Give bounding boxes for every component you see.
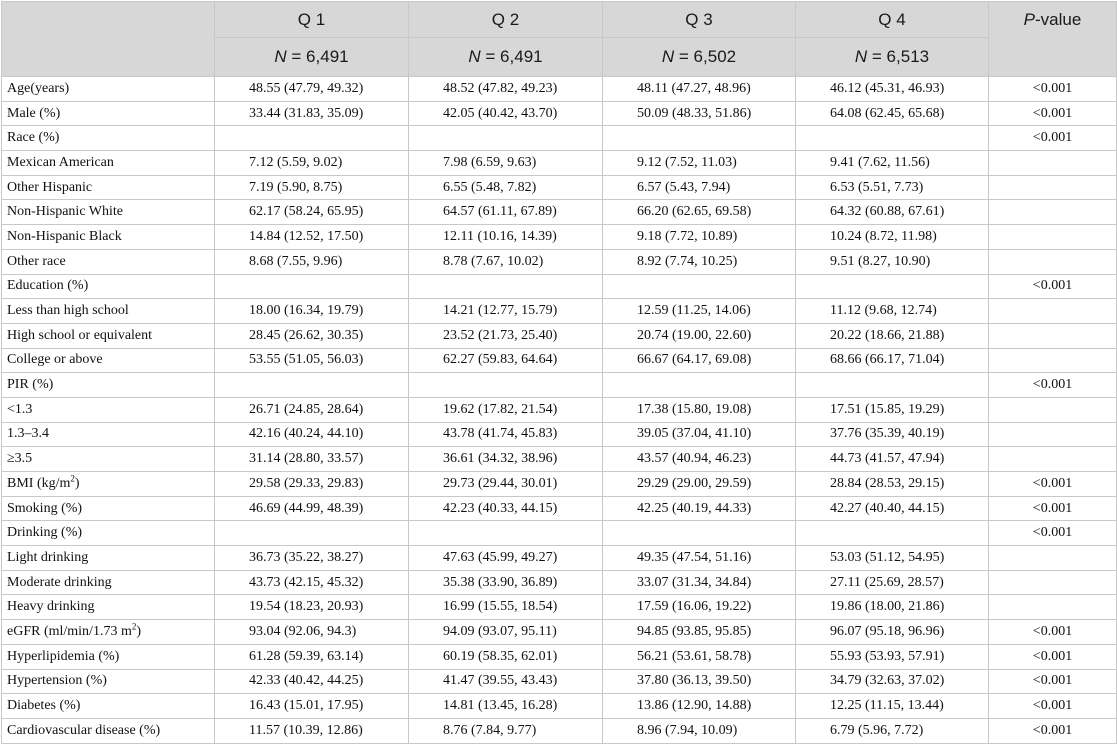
cell-p-value	[989, 249, 1117, 274]
cell-q2	[409, 521, 603, 546]
cell-p-value: <0.001	[989, 373, 1117, 398]
row-label-text: Mexican American	[7, 154, 114, 170]
row-label	[2, 521, 215, 546]
header-group-q2: Q 2	[409, 2, 603, 38]
cell-q2: 60.19 (58.35, 62.01)	[409, 644, 603, 669]
row-label-text: Male (%)	[7, 105, 61, 121]
row-label	[2, 397, 215, 422]
row-label	[2, 644, 215, 669]
cell-q2: 42.05 (40.42, 43.70)	[409, 101, 603, 126]
table-row	[2, 225, 1117, 250]
cell-p-value: <0.001	[989, 669, 1117, 694]
table-row	[2, 373, 1117, 398]
cell-q4: 20.22 (18.66, 21.88)	[796, 323, 989, 348]
cell-q1: 16.43 (15.01, 17.95)	[215, 694, 409, 719]
row-label-end: )	[136, 623, 142, 639]
header-count-q4	[796, 38, 989, 77]
row-label-text: Diabetes (%)	[7, 698, 81, 714]
cell-q3: 17.59 (16.06, 19.22)	[603, 595, 796, 620]
row-label	[2, 546, 215, 571]
cell-p-value	[989, 397, 1117, 422]
cell-p-value	[989, 200, 1117, 225]
row-label-text: 1.3–3.4	[7, 426, 49, 442]
table-row	[2, 521, 1117, 546]
table-row	[2, 546, 1117, 571]
cell-q4: 27.11 (25.69, 28.57)	[796, 570, 989, 595]
cell-q1: 42.33 (40.42, 44.25)	[215, 669, 409, 694]
row-label-text: ≥3.5	[7, 451, 33, 467]
header-group-q3: Q 3	[603, 2, 796, 38]
cell-q1: 53.55 (51.05, 56.03)	[215, 348, 409, 373]
cell-q1: 31.14 (28.80, 33.57)	[215, 447, 409, 472]
cell-q3: 42.25 (40.19, 44.33)	[603, 496, 796, 521]
cell-q3: 9.18 (7.72, 10.89)	[603, 225, 796, 250]
row-label	[2, 718, 215, 743]
cell-p-value: <0.001	[989, 77, 1117, 102]
table-row	[2, 249, 1117, 274]
cell-p-value: <0.001	[989, 718, 1117, 743]
table-row	[2, 718, 1117, 743]
row-label-text: Heavy drinking	[7, 599, 95, 615]
cell-q2: 23.52 (21.73, 25.40)	[409, 323, 603, 348]
cell-q2	[409, 274, 603, 299]
cell-p-value	[989, 546, 1117, 571]
row-label	[2, 77, 215, 102]
row-label-end: )	[74, 475, 80, 491]
cell-q1: 48.55 (47.79, 49.32)	[215, 77, 409, 102]
row-label	[2, 274, 215, 299]
row-label-text: PIR (%)	[7, 377, 54, 393]
row-label-text: Hyperlipidemia (%)	[7, 648, 120, 664]
cell-q3: 13.86 (12.90, 14.88)	[603, 694, 796, 719]
cell-q1: 42.16 (40.24, 44.10)	[215, 422, 409, 447]
cell-p-value	[989, 595, 1117, 620]
row-label-text: Less than high school	[7, 303, 129, 319]
cell-q4: 11.12 (9.68, 12.74)	[796, 299, 989, 324]
header-count-q3	[603, 38, 796, 77]
cell-q4: 64.08 (62.45, 65.68)	[796, 101, 989, 126]
cell-q3: 50.09 (48.33, 51.86)	[603, 101, 796, 126]
header-corner-cell	[2, 2, 215, 77]
row-label	[2, 126, 215, 151]
cell-q1: 29.58 (29.33, 29.83)	[215, 472, 409, 497]
row-label-text: Race (%)	[7, 130, 60, 146]
row-label	[2, 175, 215, 200]
row-label	[2, 447, 215, 472]
cell-q2: 35.38 (33.90, 36.89)	[409, 570, 603, 595]
row-label-text: College or above	[7, 352, 103, 368]
cell-q3: 29.29 (29.00, 29.59)	[603, 472, 796, 497]
cell-q1: 36.73 (35.22, 38.27)	[215, 546, 409, 571]
cell-q4: 17.51 (15.85, 19.29)	[796, 397, 989, 422]
table-header	[2, 2, 1117, 77]
table-row	[2, 472, 1117, 497]
row-label	[2, 249, 215, 274]
row-label-superscript: 2	[131, 621, 137, 632]
row-label-text: BMI (kg/m	[7, 475, 71, 491]
cell-q4: 46.12 (45.31, 46.93)	[796, 77, 989, 102]
row-label	[2, 620, 215, 645]
cell-p-value	[989, 348, 1117, 373]
row-label	[2, 570, 215, 595]
cell-q4: 96.07 (95.18, 96.96)	[796, 620, 989, 645]
cell-q4: 64.32 (60.88, 67.61)	[796, 200, 989, 225]
cell-q4: 42.27 (40.40, 44.15)	[796, 496, 989, 521]
cell-q2: 14.81 (13.45, 16.28)	[409, 694, 603, 719]
row-label-text: Education (%)	[7, 278, 89, 294]
row-label-text: Light drinking	[7, 549, 89, 565]
table-row	[2, 77, 1117, 102]
cell-q3	[603, 521, 796, 546]
cell-q2: 62.27 (59.83, 64.64)	[409, 348, 603, 373]
cell-p-value	[989, 225, 1117, 250]
n-symbol: N	[468, 47, 481, 66]
p-value-suffix: -value	[1035, 10, 1082, 29]
n-value: = 6,491	[291, 47, 349, 66]
cell-q1: 7.19 (5.90, 8.75)	[215, 175, 409, 200]
row-label-text: Non-Hispanic White	[7, 204, 123, 220]
row-label	[2, 323, 215, 348]
n-symbol: N	[274, 47, 287, 66]
table-row	[2, 299, 1117, 324]
row-label	[2, 595, 215, 620]
header-group-q4: Q 4	[796, 2, 989, 38]
table-row	[2, 101, 1117, 126]
table-row	[2, 595, 1117, 620]
cell-q2: 7.98 (6.59, 9.63)	[409, 151, 603, 176]
cell-p-value: <0.001	[989, 521, 1117, 546]
cell-p-value	[989, 175, 1117, 200]
cell-q1: 7.12 (5.59, 9.02)	[215, 151, 409, 176]
header-count-q1	[215, 38, 409, 77]
cell-q2: 14.21 (12.77, 15.79)	[409, 299, 603, 324]
cell-q2: 6.55 (5.48, 7.82)	[409, 175, 603, 200]
cell-q3: 49.35 (47.54, 51.16)	[603, 546, 796, 571]
n-value: = 6,513	[871, 47, 930, 66]
table-body	[2, 77, 1117, 744]
cell-q3: 94.85 (93.85, 95.85)	[603, 620, 796, 645]
table-row	[2, 397, 1117, 422]
row-label	[2, 101, 215, 126]
row-label	[2, 694, 215, 719]
cell-q3: 66.20 (62.65, 69.58)	[603, 200, 796, 225]
row-label-text: Smoking (%)	[7, 500, 83, 516]
cell-p-value	[989, 422, 1117, 447]
cell-q3: 20.74 (19.00, 22.60)	[603, 323, 796, 348]
cell-q1	[215, 126, 409, 151]
row-label-text: <1.3	[7, 401, 33, 417]
row-label-text: Cardiovascular disease (%)	[7, 722, 161, 738]
cell-q1: 18.00 (16.34, 19.79)	[215, 299, 409, 324]
row-label	[2, 200, 215, 225]
cell-q2: 36.61 (34.32, 38.96)	[409, 447, 603, 472]
cell-q3: 66.67 (64.17, 69.08)	[603, 348, 796, 373]
data-table	[1, 1, 1117, 744]
cell-q3: 9.12 (7.52, 11.03)	[603, 151, 796, 176]
table-row	[2, 175, 1117, 200]
cell-q2: 16.99 (15.55, 18.54)	[409, 595, 603, 620]
cell-q4: 19.86 (18.00, 21.86)	[796, 595, 989, 620]
cell-p-value: <0.001	[989, 496, 1117, 521]
cell-q4: 28.84 (28.53, 29.15)	[796, 472, 989, 497]
cell-q4: 34.79 (32.63, 37.02)	[796, 669, 989, 694]
cell-q3: 17.38 (15.80, 19.08)	[603, 397, 796, 422]
table-row	[2, 323, 1117, 348]
cell-q2: 19.62 (17.82, 21.54)	[409, 397, 603, 422]
cell-q1: 61.28 (59.39, 63.14)	[215, 644, 409, 669]
table-row	[2, 200, 1117, 225]
cell-q1: 62.17 (58.24, 65.95)	[215, 200, 409, 225]
row-label	[2, 151, 215, 176]
cell-q1: 33.44 (31.83, 35.09)	[215, 101, 409, 126]
table-row	[2, 644, 1117, 669]
cell-q3: 39.05 (37.04, 41.10)	[603, 422, 796, 447]
row-label-superscript: 2	[70, 473, 75, 484]
table-row	[2, 348, 1117, 373]
cell-p-value	[989, 570, 1117, 595]
table-row	[2, 694, 1117, 719]
cell-q1: 19.54 (18.23, 20.93)	[215, 595, 409, 620]
row-label-text: Other Hispanic	[7, 179, 93, 195]
cell-q4	[796, 274, 989, 299]
cell-q4: 37.76 (35.39, 40.19)	[796, 422, 989, 447]
cell-q2	[409, 126, 603, 151]
cell-p-value: <0.001	[989, 694, 1117, 719]
cell-p-value	[989, 299, 1117, 324]
cell-q1: 43.73 (42.15, 45.32)	[215, 570, 409, 595]
table-row	[2, 151, 1117, 176]
cell-q3	[603, 373, 796, 398]
row-label-text: Non-Hispanic Black	[7, 228, 122, 244]
cell-q4: 53.03 (51.12, 54.95)	[796, 546, 989, 571]
row-label-text: Moderate drinking	[7, 574, 112, 590]
cell-q2: 48.52 (47.82, 49.23)	[409, 77, 603, 102]
row-label-text: eGFR (ml/min/1.73 m	[7, 623, 132, 639]
cell-p-value: <0.001	[989, 126, 1117, 151]
cell-q2: 12.11 (10.16, 14.39)	[409, 225, 603, 250]
cell-q3: 48.11 (47.27, 48.96)	[603, 77, 796, 102]
row-label-text: Age(years)	[7, 80, 70, 96]
n-value: = 6,491	[485, 47, 543, 66]
row-label-text: High school or equivalent	[7, 327, 153, 343]
row-label	[2, 496, 215, 521]
cell-q4: 6.53 (5.51, 7.73)	[796, 175, 989, 200]
row-label-text: Hypertension (%)	[7, 673, 107, 689]
cell-p-value: <0.001	[989, 274, 1117, 299]
row-label	[2, 373, 215, 398]
cell-q1: 93.04 (92.06, 94.3)	[215, 620, 409, 645]
cell-p-value: <0.001	[989, 472, 1117, 497]
cell-q1: 28.45 (26.62, 30.35)	[215, 323, 409, 348]
header-group-q1: Q 1	[215, 2, 409, 38]
cell-p-value	[989, 447, 1117, 472]
cell-q1: 46.69 (44.99, 48.39)	[215, 496, 409, 521]
cell-p-value	[989, 151, 1117, 176]
row-label	[2, 422, 215, 447]
table-row	[2, 570, 1117, 595]
cell-p-value: <0.001	[989, 620, 1117, 645]
cell-q4: 12.25 (11.15, 13.44)	[796, 694, 989, 719]
n-symbol: N	[854, 47, 868, 66]
table-row	[2, 620, 1117, 645]
cell-q4: 10.24 (8.72, 11.98)	[796, 225, 989, 250]
cell-q4: 9.41 (7.62, 11.56)	[796, 151, 989, 176]
cell-q4: 44.73 (41.57, 47.94)	[796, 447, 989, 472]
cell-q2	[409, 373, 603, 398]
header-p-value	[989, 2, 1117, 77]
cell-q3: 33.07 (31.34, 34.84)	[603, 570, 796, 595]
cell-q4: 55.93 (53.93, 57.91)	[796, 644, 989, 669]
p-value-italic: P	[1023, 10, 1036, 29]
cell-q3: 8.92 (7.74, 10.25)	[603, 249, 796, 274]
cell-q3: 43.57 (40.94, 46.23)	[603, 447, 796, 472]
cell-q3: 6.57 (5.43, 7.94)	[603, 175, 796, 200]
table-row	[2, 126, 1117, 151]
n-symbol: N	[661, 47, 675, 66]
cell-q2: 8.76 (7.84, 9.77)	[409, 718, 603, 743]
cell-q3: 8.96 (7.94, 10.09)	[603, 718, 796, 743]
table-row	[2, 496, 1117, 521]
row-label	[2, 225, 215, 250]
header-row-groups	[2, 2, 1117, 38]
cell-q1	[215, 521, 409, 546]
cell-q4: 6.79 (5.96, 7.72)	[796, 718, 989, 743]
cell-q2: 43.78 (41.74, 45.83)	[409, 422, 603, 447]
row-label	[2, 669, 215, 694]
cell-q4	[796, 126, 989, 151]
cell-q4: 68.66 (66.17, 71.04)	[796, 348, 989, 373]
cell-q3	[603, 274, 796, 299]
cell-q1: 14.84 (12.52, 17.50)	[215, 225, 409, 250]
table-row	[2, 669, 1117, 694]
cell-q1	[215, 373, 409, 398]
n-value: = 6,502	[678, 47, 737, 66]
table-row	[2, 422, 1117, 447]
cell-p-value: <0.001	[989, 644, 1117, 669]
cell-p-value	[989, 323, 1117, 348]
cell-q2: 8.78 (7.67, 10.02)	[409, 249, 603, 274]
cell-q2: 47.63 (45.99, 49.27)	[409, 546, 603, 571]
cell-q4	[796, 373, 989, 398]
cell-q1: 11.57 (10.39, 12.86)	[215, 718, 409, 743]
table-row	[2, 274, 1117, 299]
cell-q1: 26.71 (24.85, 28.64)	[215, 397, 409, 422]
cell-q2: 29.73 (29.44, 30.01)	[409, 472, 603, 497]
row-label	[2, 472, 215, 497]
header-count-q2	[409, 38, 603, 77]
cell-q3	[603, 126, 796, 151]
cell-q3: 37.80 (36.13, 39.50)	[603, 669, 796, 694]
cell-p-value: <0.001	[989, 101, 1117, 126]
row-label	[2, 348, 215, 373]
cell-q2: 41.47 (39.55, 43.43)	[409, 669, 603, 694]
cell-q1: 8.68 (7.55, 9.96)	[215, 249, 409, 274]
cell-q1	[215, 274, 409, 299]
row-label	[2, 299, 215, 324]
cell-q2: 64.57 (61.11, 67.89)	[409, 200, 603, 225]
cell-q4	[796, 521, 989, 546]
row-label-text: Drinking (%)	[7, 525, 83, 541]
cell-q4: 9.51 (8.27, 10.90)	[796, 249, 989, 274]
cell-q3: 12.59 (11.25, 14.06)	[603, 299, 796, 324]
cell-q2: 94.09 (93.07, 95.11)	[409, 620, 603, 645]
row-label-text: Other race	[7, 253, 66, 269]
cell-q2: 42.23 (40.33, 44.15)	[409, 496, 603, 521]
table-row	[2, 447, 1117, 472]
cell-q3: 56.21 (53.61, 58.78)	[603, 644, 796, 669]
